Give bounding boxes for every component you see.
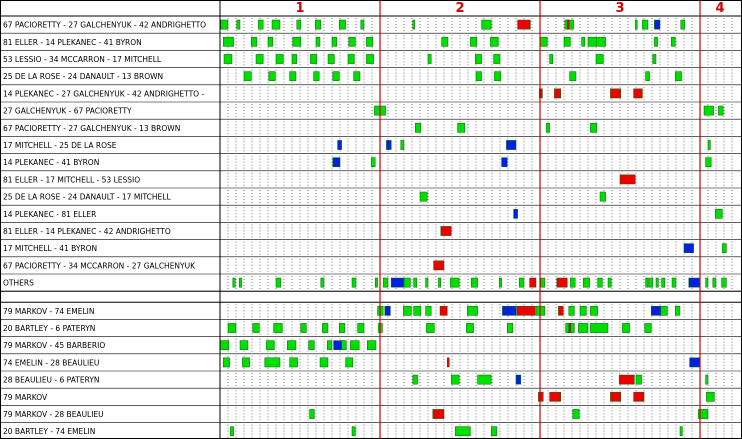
shift-bar-pk xyxy=(386,140,391,149)
shift-bar-even xyxy=(475,54,481,63)
shift-bar-even xyxy=(573,409,579,418)
shift-bar-even xyxy=(258,20,263,29)
shift-bar-even xyxy=(403,306,411,315)
shift-bar-pp xyxy=(610,89,620,98)
shift-bar-even xyxy=(550,54,553,63)
shift-bar-even xyxy=(268,37,273,46)
shift-bar-even xyxy=(327,341,332,350)
shift-bar-even xyxy=(590,306,597,315)
shift-bar-even xyxy=(580,306,586,315)
shift-bar-even xyxy=(499,278,501,287)
shift-bar-pk xyxy=(689,278,700,287)
shift-bar-even xyxy=(622,323,629,332)
shift-bar-pk xyxy=(506,140,516,149)
shift-bar-pp xyxy=(569,323,571,332)
shift-bar-even xyxy=(490,37,498,46)
shift-bar-even xyxy=(569,306,575,315)
shift-bar-even xyxy=(598,278,603,287)
shift-bar-even xyxy=(656,278,658,287)
shift-bar-even xyxy=(272,20,280,29)
shift-bar-even xyxy=(662,278,665,287)
shift-bar-even xyxy=(315,20,321,29)
shift-bar-even xyxy=(404,278,410,287)
shift-bar-even xyxy=(242,358,249,367)
shift-bar-even xyxy=(491,427,497,436)
shift-bar-even xyxy=(564,37,570,46)
shift-bar-even xyxy=(328,54,334,63)
shift-bar-even xyxy=(413,375,418,384)
shift-bar-even xyxy=(287,341,296,350)
shift-bar-even xyxy=(478,375,492,384)
shift-bar-even xyxy=(494,54,500,63)
period-label: 4 xyxy=(715,1,725,16)
shift-bar-even xyxy=(596,54,603,63)
shift-bar-even xyxy=(276,278,281,287)
shift-bar-pp xyxy=(434,261,444,270)
shift-bar-even xyxy=(450,278,459,287)
shift-bar-even xyxy=(292,54,297,63)
shift-bar-pp xyxy=(620,175,635,184)
shift-bar-pk xyxy=(502,158,508,167)
row-label: 25 DE LA ROSE - 24 DANAULT - 13 BROWN xyxy=(3,72,164,82)
shift-bar-even xyxy=(570,278,575,287)
shift-bar-pk xyxy=(516,375,521,384)
shift-bar-even xyxy=(253,323,259,332)
shift-bar-even xyxy=(600,192,606,201)
shift-bar-even xyxy=(704,106,714,115)
shift-bar-pk xyxy=(333,158,340,167)
shift-bar-even xyxy=(713,278,716,287)
shift-bar-even xyxy=(348,54,354,63)
row-label: 20 BARTLEY - 6 PATERYN xyxy=(3,324,96,333)
shift-bar-even xyxy=(251,37,257,46)
shift-bar-even xyxy=(470,37,476,46)
shift-bar-even xyxy=(420,192,427,201)
shift-bar-even xyxy=(352,427,355,436)
row-label: 81 ELLER - 17 MITCHELL - 53 LESSIO xyxy=(3,175,141,185)
shift-bar-even xyxy=(494,72,500,81)
shift-bar-even xyxy=(680,427,682,436)
shift-bar-pk xyxy=(391,278,404,287)
shift-bar-even xyxy=(310,54,316,63)
shift-bar-pp xyxy=(550,392,561,401)
row-label: 20 BARTLEY - 74 EMELIN xyxy=(3,427,96,437)
row-label: 79 MARKOV - 45 BARBERIO xyxy=(3,341,106,351)
shift-bar-pp xyxy=(433,409,444,418)
shift-bar-even xyxy=(221,20,228,29)
shift-bar-pp xyxy=(558,306,563,315)
shift-bar-even xyxy=(383,278,388,287)
shift-bar-even xyxy=(672,278,676,287)
shift-bar-even xyxy=(240,341,248,350)
shift-bar-even xyxy=(578,323,588,332)
shift-bar-pp xyxy=(554,89,560,98)
shift-bar-even xyxy=(321,278,324,287)
shift-bar-even xyxy=(237,20,240,29)
shift-bar-even xyxy=(361,20,364,29)
shift-bar-even xyxy=(646,278,648,287)
shift-bar-even xyxy=(588,37,597,46)
shift-bar-pp xyxy=(610,392,620,401)
shift-bar-even xyxy=(371,158,375,167)
row-label: 81 ELLER - 14 PLEKANEC - 42 ANDRIGHETTO xyxy=(3,227,171,236)
shift-bar-pk xyxy=(385,306,391,315)
shift-bar-even xyxy=(320,358,328,367)
shift-bar-even xyxy=(266,341,274,350)
shift-bar-even xyxy=(367,341,376,350)
row-label: 67 PACIORETTY - 27 GALCHENYUK - 42 ANDRIGHETTO xyxy=(3,20,207,30)
shift-bar-even xyxy=(706,375,708,384)
shift-bar-pp xyxy=(440,306,447,315)
row-label: 67 PACIORETTY - 27 GALCHENYUK - 13 BROWN xyxy=(3,123,181,133)
shift-bar-even xyxy=(366,54,373,63)
shift-bar-even xyxy=(540,37,547,46)
shift-bar-even xyxy=(352,278,356,287)
shift-bar-even xyxy=(451,375,459,384)
shift-bar-even xyxy=(675,306,680,315)
shift-bar-even xyxy=(654,37,657,46)
shift-bar-even xyxy=(507,323,513,332)
shift-bar-even xyxy=(671,37,675,46)
shift-bar-even xyxy=(293,37,301,46)
shift-bar-even xyxy=(482,20,492,29)
shift-bar-even xyxy=(274,323,283,332)
shift-bar-even xyxy=(653,54,656,63)
shift-bar-even xyxy=(339,323,345,332)
shift-bar-even xyxy=(467,306,477,315)
row-label: 67 PACIORETTY - 34 MCCARRON - 27 GALCHENYUK xyxy=(3,261,196,271)
shift-bar-pk xyxy=(654,20,660,29)
shift-bar-even xyxy=(220,341,229,350)
shift-bar-even xyxy=(646,72,650,81)
shift-bar-even xyxy=(269,72,275,81)
shift-bar-even xyxy=(276,54,283,63)
shift-bar-pp xyxy=(557,278,567,287)
shift-bar-even xyxy=(675,72,681,81)
shift-bar-even xyxy=(476,72,482,81)
shift-bar-even xyxy=(230,427,233,436)
shift-bar-even xyxy=(428,54,431,63)
shift-bar-even xyxy=(583,278,589,287)
shift-bar-even xyxy=(350,341,359,350)
shift-bar-even xyxy=(297,20,301,29)
shift-bar-even xyxy=(358,323,364,332)
shift-bar-even xyxy=(582,37,585,46)
shift-bar-even xyxy=(426,323,434,332)
row-label: 79 MARKOV xyxy=(3,392,48,402)
shift-bar-pp xyxy=(447,358,449,367)
shift-bar-even xyxy=(375,278,377,287)
shift-bar-even xyxy=(354,72,360,81)
shift-bar-pp xyxy=(567,20,569,29)
shift-bar-even xyxy=(426,306,432,315)
shift-bar-even xyxy=(224,54,232,63)
shift-bar-even xyxy=(706,278,708,287)
shift-bar-even xyxy=(310,409,315,418)
shift-bar-even xyxy=(645,323,651,332)
shift-bar-even xyxy=(290,72,296,81)
shift-bar-even xyxy=(608,278,611,287)
shift-bar-even xyxy=(301,323,307,332)
shift-bar-even xyxy=(316,37,320,46)
shift-bar-even xyxy=(314,72,320,81)
shift-bar-even xyxy=(349,37,355,46)
row-label: 25 DE LA ROSE - 24 DANAULT - 17 MITCHELL xyxy=(3,192,171,202)
shift-bar-pp xyxy=(538,392,543,401)
shift-bar-pp xyxy=(441,226,451,235)
shift-bar-even xyxy=(332,37,337,46)
row-label: 28 BEAULIEU - 6 PATERYN xyxy=(3,375,100,385)
row-label: 79 MARKOV - 28 BEAULIEU xyxy=(3,410,104,419)
shift-bar-even xyxy=(290,358,298,367)
shift-bar-even xyxy=(570,72,576,81)
shift-bar-even xyxy=(414,278,417,287)
period-label: 1 xyxy=(295,1,305,16)
shift-bar-even xyxy=(636,375,642,384)
row-label: 79 MARKOV - 74 EMELIN xyxy=(3,306,95,316)
shift-bar-even xyxy=(455,427,470,436)
shift-bar-pp xyxy=(634,392,644,401)
shift-bar-even xyxy=(339,20,345,29)
shift-bar-even xyxy=(414,306,421,315)
shift-bar-even xyxy=(438,278,440,287)
row-label: 17 MITCHELL - 25 DE LA ROSE xyxy=(3,141,117,150)
period-label: 2 xyxy=(455,1,465,16)
shift-bar-even xyxy=(223,37,233,46)
shift-bar-even xyxy=(718,106,723,115)
shift-bar-even xyxy=(342,341,347,350)
shift-bar-even xyxy=(426,278,428,287)
shift-bar-even xyxy=(471,278,477,287)
row-label: 81 ELLER - 14 PLEKANEC - 41 BYRON xyxy=(3,37,142,47)
shift-bar-even xyxy=(442,37,448,46)
shift-bar-even xyxy=(322,323,328,332)
row-label: 14 PLEKANEC - 81 ELLER xyxy=(3,209,97,219)
shift-bar-pp xyxy=(619,375,634,384)
shift-bar-pp xyxy=(517,306,535,315)
row-label: 74 EMELIN - 28 BEAULIEU xyxy=(3,358,100,368)
shift-bar-even xyxy=(519,278,524,287)
shift-bar-even xyxy=(708,140,710,149)
shift-bar-even xyxy=(706,158,712,167)
shift-bar-even xyxy=(333,72,339,81)
shift-bar-even xyxy=(466,323,473,332)
shift-bar-even xyxy=(309,341,315,350)
shift-bar-even xyxy=(233,278,235,287)
shift-bar-pk xyxy=(338,140,342,149)
shift-bar-even xyxy=(681,20,685,29)
shift-bar-even xyxy=(706,392,714,401)
shift-bar-even xyxy=(228,323,236,332)
shift-bar-pk xyxy=(514,209,518,218)
shift-bar-even xyxy=(546,123,549,132)
shift-bar-pp xyxy=(634,89,643,98)
shift-bar-even xyxy=(413,20,415,29)
shift-bar-even xyxy=(265,358,280,367)
shift-bar-even xyxy=(239,278,241,287)
shift-bar-pk xyxy=(651,306,661,315)
period-label: 3 xyxy=(615,1,625,16)
shift-bar-even xyxy=(661,306,667,315)
row-label: 17 MITCHELL - 41 BYRON xyxy=(3,244,98,254)
shift-bar-even xyxy=(590,323,608,332)
shift-bar-even xyxy=(635,20,637,29)
shift-bar-pk xyxy=(690,358,700,367)
row-label: OTHERS xyxy=(3,278,34,288)
shift-bar-even xyxy=(366,37,372,46)
shift-bar-even xyxy=(346,358,353,367)
row-label: 53 LESSIO - 34 MCCARRON - 17 MITCHELL xyxy=(3,55,162,64)
shift-bar-even xyxy=(642,20,648,29)
shift-bar-even xyxy=(256,54,263,63)
shift-bar-even xyxy=(722,244,726,253)
shift-bar-pk xyxy=(502,306,516,315)
shift-bar-pk xyxy=(684,244,694,253)
shift-bar-even xyxy=(715,209,722,218)
shift-bar-pp xyxy=(518,20,531,29)
shift-bar-even xyxy=(244,72,251,81)
shift-bar-pp xyxy=(530,278,536,287)
shift-bar-even xyxy=(541,278,545,287)
shift-bar-even xyxy=(598,37,606,46)
shift-bar-even xyxy=(415,123,421,132)
shift-bar-even xyxy=(590,123,596,132)
shift-bar-even xyxy=(223,358,229,367)
shift-bar-even xyxy=(401,140,404,149)
shift-bar-even xyxy=(649,278,653,287)
shift-bar-even xyxy=(722,278,727,287)
shift-bar-even xyxy=(458,123,465,132)
row-label: 27 GALCHENYUK - 67 PACIORETTY xyxy=(3,106,132,116)
row-label: 14 PLEKANEC - 41 BYRON xyxy=(3,158,100,168)
row-label: 14 PLEKANEC - 27 GALCHENYUK - 42 ANDRIGHETTO - xyxy=(3,89,205,99)
